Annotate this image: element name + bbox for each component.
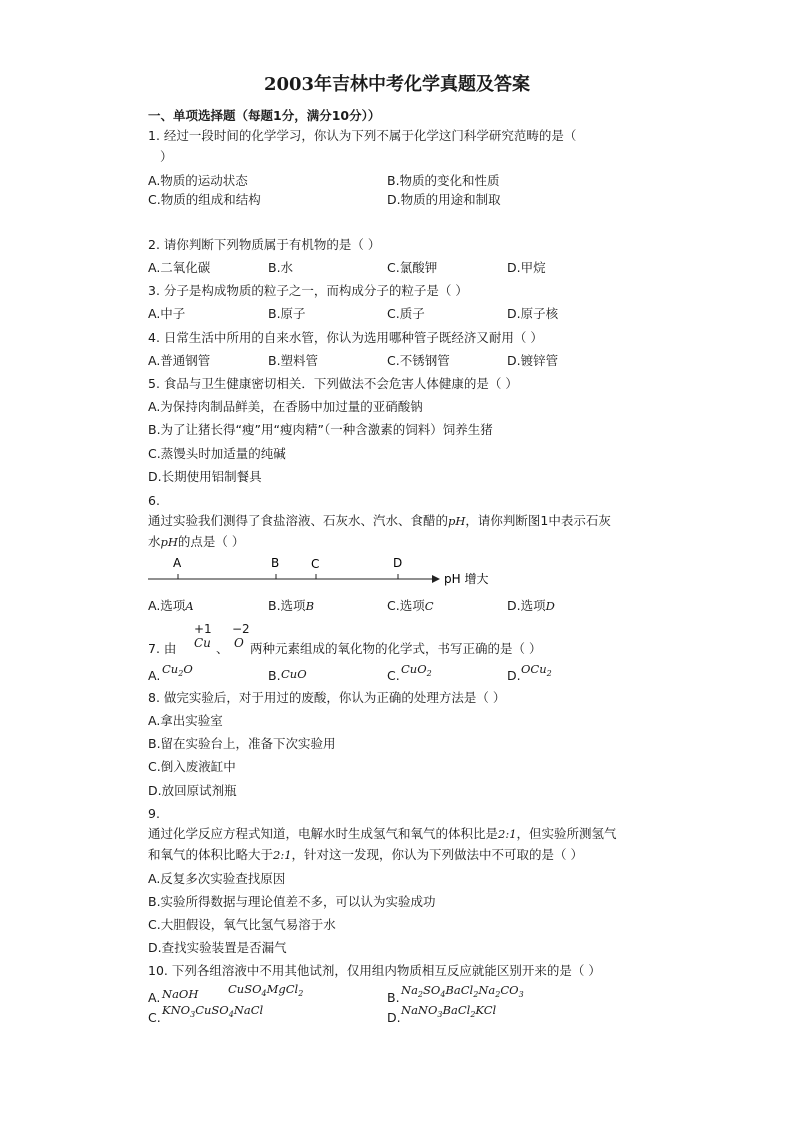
q5-option-d: D.长期使用铝制餐具	[148, 469, 262, 484]
ph-axis-arrow	[432, 575, 440, 583]
page-title: 2003年吉林中考化学真题及答案	[263, 74, 531, 95]
q6-stem-line2: 水pH的点是（ ）	[148, 534, 245, 549]
q9-stem-line2: 和氧气的体积比略大于2:1，针对这一发现，你认为下列做法中不可取的是（ ）	[148, 847, 584, 862]
q6-option-a: A.选项A	[148, 598, 194, 613]
q3-option-d: D.原子核	[507, 306, 559, 321]
q8-option-b: B.留在实验台上，准备下次实验用	[148, 736, 336, 751]
q9-option-a: A.反复多次实验查找原因	[148, 871, 286, 886]
q7-option-d-formula: OCu$_2$	[521, 662, 552, 678]
q7-option-b-label: B.	[268, 668, 281, 683]
ratio: 2:1	[498, 827, 517, 841]
q5-option-c: C.蒸馒头时加适量的纯碱	[148, 446, 286, 461]
q2-option-b: B.水	[268, 260, 294, 275]
point-b-label: B	[271, 556, 280, 570]
q4-stem: 4. 日常生活中所用的自来水管，你认为选用哪种管子既经济又耐用（ ）	[148, 330, 543, 345]
o-valence: −2	[232, 622, 250, 636]
q6-option-d: D.选项D	[507, 598, 555, 613]
q9-number: 9.	[148, 806, 160, 821]
q7-option-c-label: C.	[387, 668, 400, 683]
q7-stem: 两种元素组成的氧化物的化学式，书写正确的是（ ）	[250, 641, 542, 656]
q4-option-d: D.镀锌管	[507, 353, 559, 368]
q2-option-c: C.氯酸钾	[387, 260, 438, 275]
point-a-label: A	[173, 556, 182, 570]
q1-stem-end: ）	[160, 149, 173, 164]
q1-option-c: C.物质的组成和结构	[148, 192, 261, 207]
ratio: 2:1	[273, 848, 292, 862]
o-symbol: O	[234, 636, 244, 650]
q7-option-a-formula: $Cu_2O$	[162, 662, 193, 678]
q1-option-d: D.物质的用途和制取	[387, 192, 501, 207]
ph-axis-label: pH 增大	[444, 572, 489, 586]
q5-stem: 5. 食品与卫生健康密切相关．下列做法不会危害人体健康的是（ ）	[148, 376, 518, 391]
q2-stem: 2. 请你判断下列物质属于有机物的是（ ）	[148, 237, 381, 252]
point-c-label: C	[311, 557, 320, 571]
q5-option-a: A.为保持肉制品鲜美，在香肠中加过量的亚硝酸钠	[148, 399, 423, 414]
q10-option-b-formula: $Na_2SO_4BaCl_2Na_2CO_3$	[401, 983, 524, 999]
section-heading: 一、单项选择题（每题1分，满分10分））	[148, 108, 381, 123]
cu-valence: +1	[194, 622, 212, 636]
q9-option-c: C.大胆假设，氧气比氢气易溶于水	[148, 917, 336, 932]
q6-stem-line1: 通过实验我们测得了食盐溶液、石灰水、汽水、食醋的pH，请你判断图1中表示石灰	[148, 513, 611, 528]
q8-option-a: A.拿出实验室	[148, 713, 223, 728]
q7-option-d-label: D.	[507, 668, 521, 683]
q3-option-c: C.质子	[387, 306, 425, 321]
ph-number-line-figure	[140, 552, 510, 592]
q10-option-c-label: C.	[148, 1010, 161, 1025]
q10-option-d-label: D.	[387, 1010, 401, 1025]
q10-option-d-formula: NaNO$_3$BaCl$_2$KCl	[401, 1003, 497, 1019]
q10-option-b-label: B.	[387, 990, 400, 1005]
q8-option-d: D.放回原试剂瓶	[148, 783, 237, 798]
q4-option-a: A.普通钢管	[148, 353, 211, 368]
q1-option-b: B.物质的变化和性质	[387, 173, 500, 188]
q6-option-c: C.选项C	[387, 598, 434, 613]
q8-option-c: C.倒入废液缸中	[148, 759, 236, 774]
q10-option-c-formula: $KNO_3CuSO_4NaCl$	[162, 1003, 264, 1019]
q1-option-a: A.物质的运动状态	[148, 173, 248, 188]
q3-option-b: B.原子	[268, 306, 306, 321]
q2-option-a: A.二氧化碳	[148, 260, 211, 275]
q3-option-a: A.中子	[148, 306, 186, 321]
cu-symbol: Cu	[194, 636, 211, 650]
q10-stem: 10. 下列各组溶液中不用其他试剂，仅用组内物质相互反应就能区别开来的是（ ）	[148, 963, 601, 978]
q9-stem-line1: 通过化学反应方程式知道，电解水时生成氢气和氧气的体积比是2:1，但实验所测氢气	[148, 826, 617, 841]
ph-symbol: pH	[160, 535, 178, 549]
ph-symbol: pH	[448, 514, 466, 528]
q7-separator: 、	[216, 641, 229, 656]
q10-option-a-formula-1: NaOH	[162, 987, 199, 1001]
q6-option-b: B.选项B	[268, 598, 315, 613]
q4-option-c: C.不锈钢管	[387, 353, 450, 368]
q7-option-a-label: A.	[148, 668, 161, 683]
q7-prefix: 7. 由	[148, 641, 177, 656]
q5-option-b: B.为了让猪长得“瘦”用“瘦肉精”（一种含激素的饲料）饲养生猪	[148, 422, 493, 437]
q10-option-a-label: A.	[148, 990, 161, 1005]
q9-option-d: D.查找实验装置是否漏气	[148, 940, 287, 955]
q9-option-b: B.实验所得数据与理论值差不多，可以认为实验成功	[148, 894, 436, 909]
q2-option-d: D.甲烷	[507, 260, 546, 275]
q10-option-a-formula-2: CuSO$_4$MgCl$_2$	[228, 982, 304, 998]
point-d-label: D	[393, 556, 403, 570]
q8-stem: 8. 做完实验后，对于用过的废酸，你认为正确的处理方法是（ ）	[148, 690, 506, 705]
q7-option-c-formula: CuO$_2$	[401, 662, 432, 678]
q1-stem: 1. 经过一段时间的化学学习，你认为下列不属于化学这门科学研究范畴的是（	[148, 128, 577, 143]
q6-number: 6.	[148, 493, 160, 508]
q4-option-b: B.塑料管	[268, 353, 319, 368]
q3-stem: 3. 分子是构成物质的粒子之一，而构成分子的粒子是（ ）	[148, 283, 468, 298]
q7-option-b-formula: CuO	[281, 667, 307, 681]
